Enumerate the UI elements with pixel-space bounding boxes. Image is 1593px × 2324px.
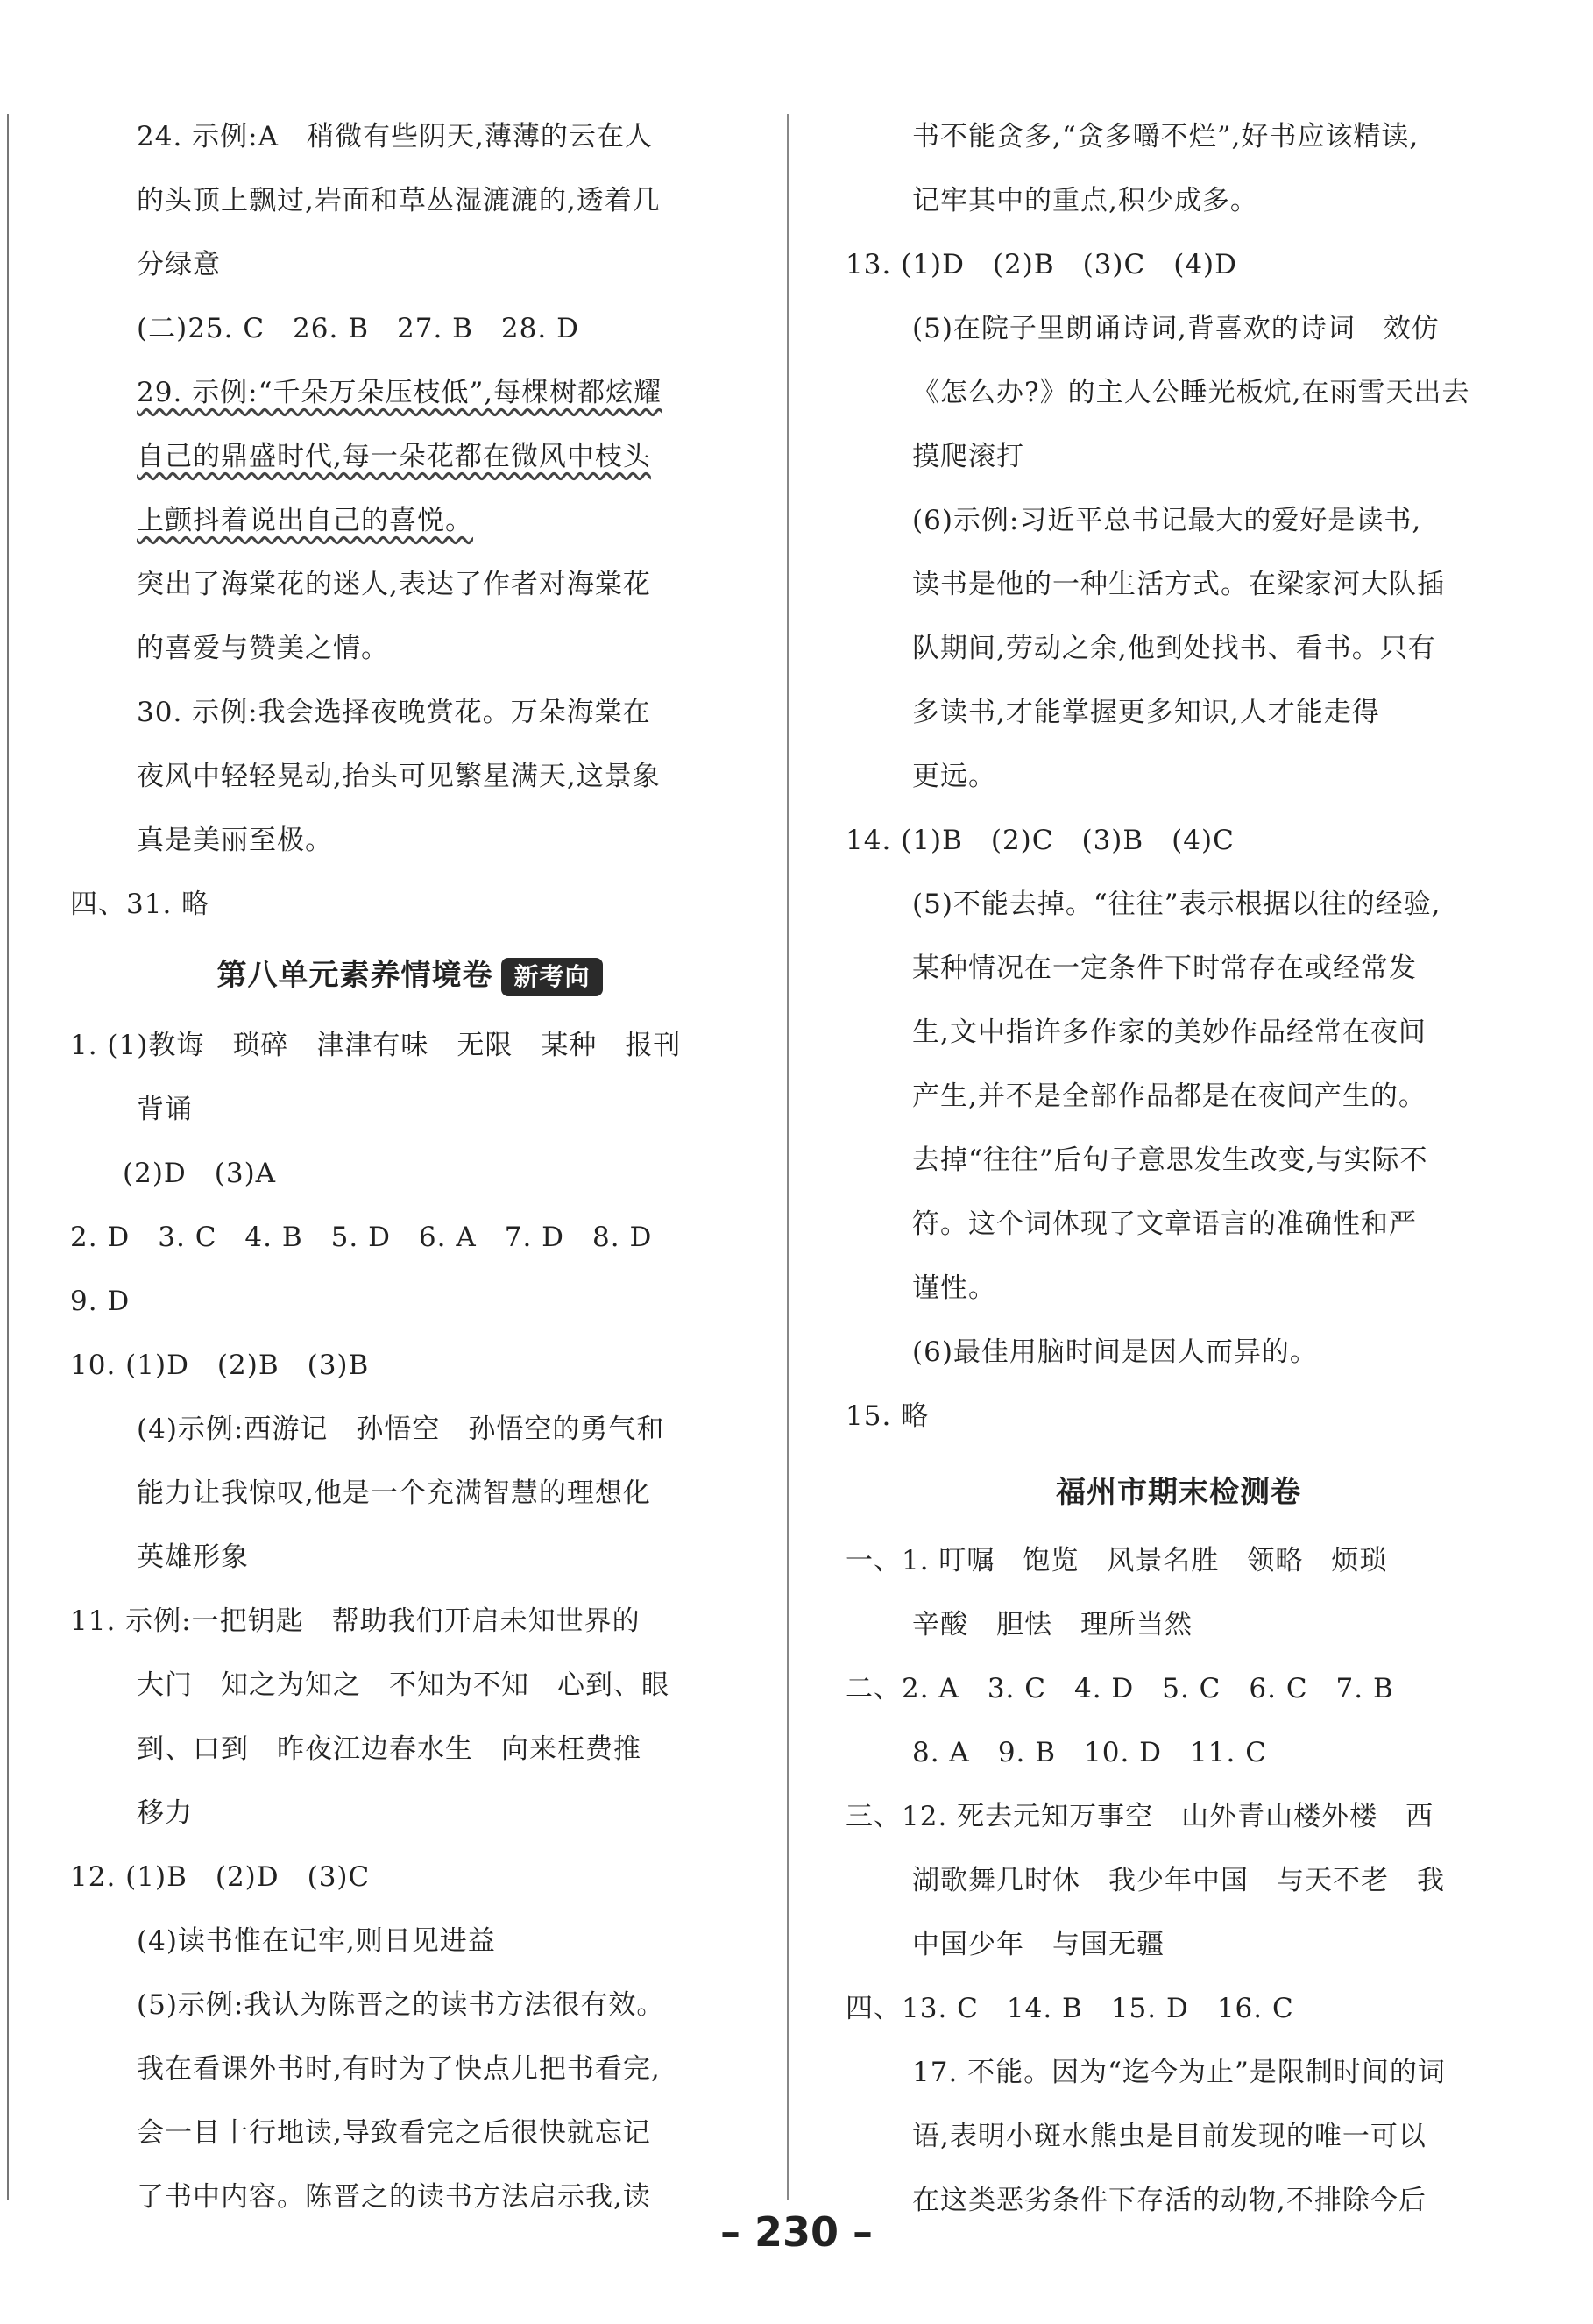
answer-line: 11. 示例:一把钥匙 帮助我们开启未知世界的: [70, 1605, 641, 1637]
answer-line: 了书中内容。陈晋之的读书方法启示我,读: [137, 2181, 651, 2213]
answer-line: 24. 示例:A 稍微有些阴天,薄薄的云在人: [137, 121, 653, 152]
answer-line: 29. 示例:“千朵万朵压枝低”,每棵树都炫耀: [137, 377, 662, 408]
answer-line: 8. A 9. B 10. D 11. C: [912, 1737, 1267, 1768]
answer-line: 移力: [137, 1797, 193, 1829]
answer-line: 二、2. A 3. C 4. D 5. C 6. C 7. B: [846, 1673, 1394, 1704]
answer-line: 四、13. C 14. B 15. D 16. C: [846, 1993, 1294, 2024]
answer-line: 记牢其中的重点,积少成多。: [912, 185, 1258, 216]
fuzhou-section-title: [846, 1449, 1512, 1529]
answer-line: 上颤抖着说出自己的喜悦。: [137, 505, 473, 536]
answer-line: 能力让我惊叹,他是一个充满智慧的理想化: [137, 1477, 651, 1509]
unit8-answers: [70, 1014, 749, 2229]
answer-line: 12. (1)B (2)D (3)C: [70, 1861, 371, 1893]
answer-line: 湖歌舞几时休 我少年中国 与天不老 我: [912, 1865, 1445, 1896]
left-column: [70, 105, 749, 2229]
answer-line: 14. (1)B (2)C (3)B (4)C: [846, 825, 1235, 856]
answer-line: 队期间,劳动之余,他到处找书、看书。只有: [912, 633, 1436, 664]
answer-line: 的喜爱与赞美之情。: [137, 633, 389, 664]
answer-line: 多读书,才能掌握更多知识,人才能走得: [912, 697, 1380, 728]
answer-line: 符。这个词体现了文章语言的准确性和严: [912, 1208, 1417, 1240]
answer-line: 分绿意: [137, 249, 221, 280]
answer-line: 某种情况在一定条件下时常存在或经常发: [912, 953, 1417, 984]
answer-line: 辛酸 胆怯 理所当然: [912, 1609, 1193, 1640]
answer-line: 一、1. 叮嘱 饱览 风景名胜 领略 烦琐: [846, 1545, 1388, 1576]
answer-line: 读书是他的一种生活方式。在梁家河大队插: [912, 569, 1445, 600]
answer-line: 夜风中轻轻晃动,抬头可见繁星满天,这景象: [137, 761, 661, 792]
answer-line: (5)在院子里朗诵诗词,背喜欢的诗词 效仿: [912, 313, 1440, 344]
answer-line: 去掉“往往”后句子意思发生改变,与实际不: [912, 1144, 1428, 1176]
answer-line: 四、31. 略: [70, 889, 210, 920]
answer-line: 书不能贪多,“贪多嚼不烂”,好书应该精读,: [912, 121, 1420, 152]
answer-line: 13. (1)D (2)B (3)C (4)D: [846, 249, 1238, 280]
answer-line: (4)读书惟在记牢,则日见进益: [137, 1925, 496, 1957]
answer-line: 会一目十行地读,导致看完之后很快就忘记: [137, 2117, 651, 2149]
answer-line: 语,表明小斑水熊虫是目前发现的唯一可以: [912, 2121, 1427, 2152]
answer-line: (5)示例:我认为陈晋之的读书方法很有效。: [137, 1989, 665, 2021]
answer-line: 10. (1)D (2)B (3)B: [70, 1350, 370, 1381]
column-divider: [787, 114, 789, 2200]
answer-line: 到、口到 昨夜江边春水生 向来枉费推: [137, 1733, 641, 1765]
answer-line: 1. (1)教诲 琐碎 津津有味 无限 某种 报刊: [70, 1030, 682, 1061]
answer-line: 大门 知之为知之 不知为不知 心到、眼: [137, 1669, 669, 1701]
answer-line: 更远。: [912, 761, 996, 792]
answer-line: 谨性。: [912, 1272, 996, 1304]
answer-line: (二)25. C 26. B 27. B 28. D: [137, 313, 579, 344]
answer-line: 英雄形象: [137, 1541, 249, 1573]
unit8-title-text: 第八单元素养情境卷: [216, 958, 493, 993]
answer-line: 自己的鼎盛时代,每一朵花都在微风中枝头: [137, 441, 651, 472]
answer-line: 15. 略: [846, 1400, 930, 1432]
answer-line: 中国少年 与国无疆: [912, 1929, 1165, 1960]
answer-line: 30. 示例:我会选择夜晚赏花。万朵海棠在: [137, 697, 651, 728]
answer-line: 2. D 3. C 4. B 5. D 6. A 7. D 8. D: [70, 1222, 653, 1253]
answer-line: 突出了海棠花的迷人,表达了作者对海棠花: [137, 569, 651, 600]
fuzhou-title-text: 福州市期末检测卷: [1056, 1475, 1301, 1510]
answer-line: (2)D (3)A: [123, 1158, 277, 1189]
answer-line: 产生,并不是全部作品都是在夜间产生的。: [912, 1081, 1427, 1112]
answer-line: 摸爬滚打: [912, 441, 1024, 472]
answer-line: 我在看课外书时,有时为了快点儿把书看完,: [137, 2053, 661, 2085]
answer-line: 在这类恶劣条件下存活的动物,不排除今后: [912, 2185, 1427, 2216]
answer-line: 背诵: [137, 1094, 193, 1125]
answer-line: (6)示例:习近平总书记最大的爱好是读书,: [912, 505, 1422, 536]
fuzhou-answers: [846, 1529, 1512, 2233]
left-edge-rule: [7, 114, 9, 2200]
answer-line: 真是美丽至极。: [137, 825, 333, 856]
answer-line: 生,文中指许多作家的美妙作品经常在夜间: [912, 1017, 1427, 1048]
answer-line: 9. D: [70, 1286, 131, 1317]
answer-line: 的头顶上飘过,岩面和草丛湿漉漉的,透着几: [137, 185, 661, 216]
answer-line: 三、12. 死去元知万事空 山外青山楼外楼 西: [846, 1801, 1434, 1832]
answer-line: 《怎么办?》的主人公睡光板炕,在雨雪天出去: [912, 377, 1470, 408]
right-answers-continued: [846, 105, 1512, 1449]
answer-line: 17. 不能。因为“迄今为止”是限制时间的词: [912, 2057, 1446, 2088]
unit8-section-title: [70, 937, 749, 1014]
answer-line: (5)不能去掉。“往往”表示根据以往的经验,: [912, 889, 1441, 920]
answer-line: (4)示例:西游记 孙悟空 孙悟空的勇气和: [137, 1414, 665, 1445]
page-number: – 230 –: [719, 2208, 874, 2256]
right-column: [846, 105, 1512, 2233]
left-answers-continued: [70, 105, 749, 937]
new-direction-badge: 新考向: [501, 958, 602, 996]
answer-line: (6)最佳用脑时间是因人而异的。: [912, 1336, 1318, 1368]
